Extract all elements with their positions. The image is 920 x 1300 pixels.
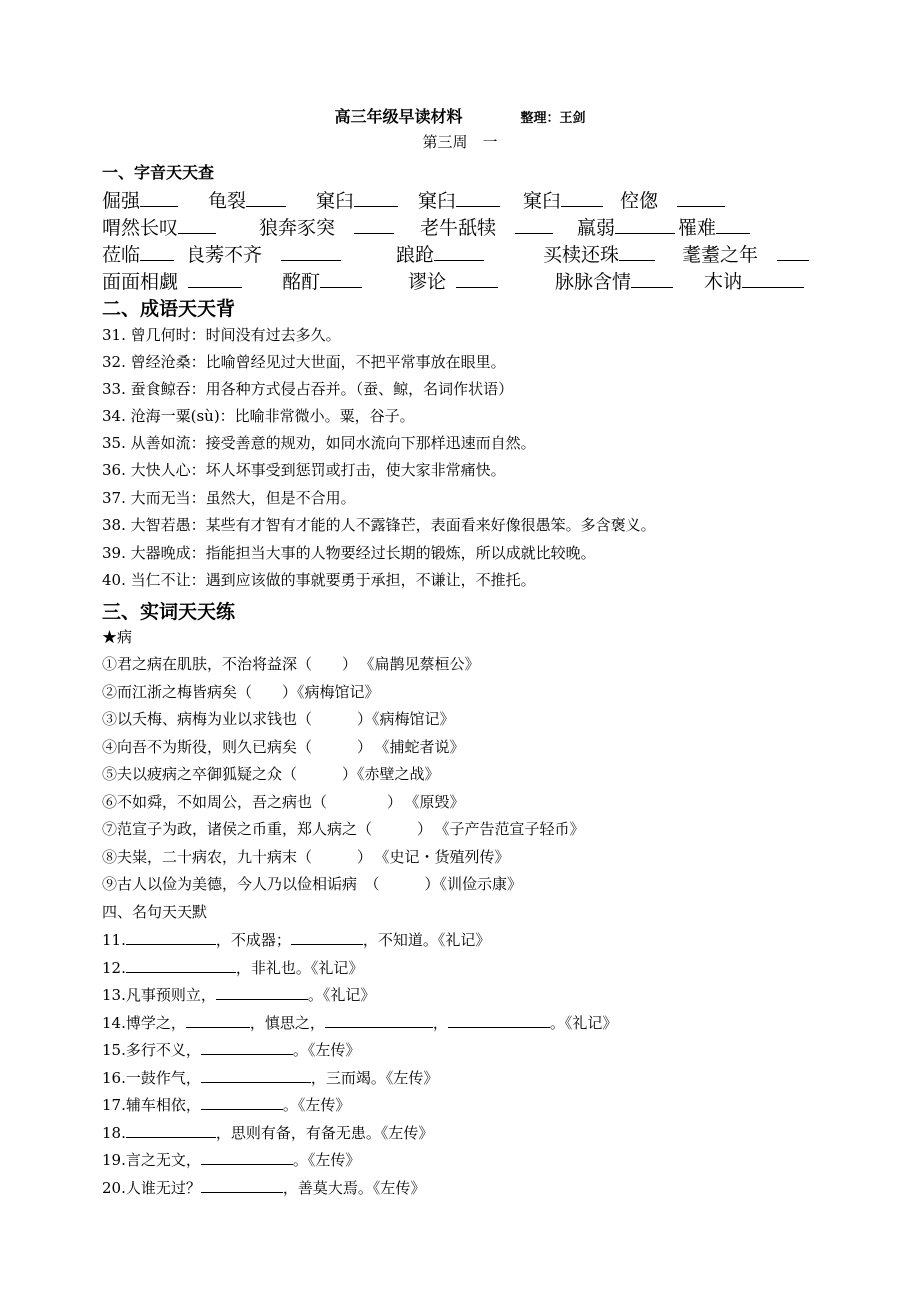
pronunciation-item: 木讷 <box>704 267 804 294</box>
week-label: 第三周 一 <box>422 133 498 151</box>
pronunciation-item: 窠臼 <box>418 186 500 213</box>
quote-line: 15.多行不义， 。《左传》 <box>102 1041 361 1059</box>
word-exercise-line: ①君之病在肌肤，不治将益深（ ） 《扁鹊见蔡桓公》 <box>102 655 480 673</box>
keyword-label: ★病 <box>102 628 133 646</box>
document-title-line <box>0 104 920 127</box>
section-heading-words: 三、实词天天练 <box>102 601 236 623</box>
pronunciation-row <box>102 267 822 293</box>
quote-line: 14.博学之， ，慎思之， ， 。《礼记》 <box>102 1014 618 1032</box>
word-exercise-line: ⑦范宣子为政，诸侯之币重，郑人病之（ ） 《子产告范宣子轻币》 <box>102 820 585 838</box>
word-exercise-line: ⑥不如舜，不如周公，吾之病也（ ） 《原毁》 <box>102 793 465 811</box>
pronunciation-item: 狼奔豕突 <box>259 213 394 240</box>
pronunciation-row <box>102 213 822 239</box>
pronunciation-item: 面面相觑 <box>102 267 242 294</box>
pronunciation-item: 谬论 <box>408 267 498 294</box>
word-exercise-line: ⑤夫以疲病之卒御狐疑之众（ ）《赤壁之战》 <box>102 765 440 783</box>
quote-line: 19.言之无文， 。《左传》 <box>102 1151 361 1169</box>
section-heading-quotes: 四、名句天天默 <box>102 903 208 921</box>
quote-line: 13.凡事预则立， 。《礼记》 <box>102 986 376 1004</box>
document-title: 高三年级早读材料 <box>334 107 463 126</box>
section-heading-idioms: 二、成语天天背 <box>102 298 236 320</box>
pronunciation-item: 窠臼 <box>316 186 398 213</box>
pronunciation-item: 倔强 <box>102 186 178 213</box>
pronunciation-item: 脉脉含情 <box>555 267 673 294</box>
pronunciation-item: 酩酊 <box>282 267 362 294</box>
idiom-line: 36. 大快人心：坏人坏事受到惩罚或打击，使大家非常痛快。 <box>102 461 506 479</box>
pronunciation-row <box>102 186 822 212</box>
idiom-line: 35. 从善如流：接受善意的规劝，如同水流向下那样迅速而自然。 <box>102 434 536 452</box>
pronunciation-item: 窠臼 <box>523 186 603 213</box>
pronunciation-item: 买椟还珠 <box>543 240 655 267</box>
pronunciation-row <box>102 240 822 266</box>
pronunciation-item: 良莠不齐 <box>186 240 341 267</box>
pronunciation-item: 羸弱 <box>577 213 675 240</box>
compiler-credit: 整理：王剑 <box>520 111 586 126</box>
pronunciation-item: 龟裂 <box>208 186 286 213</box>
word-exercise-line: ②而江浙之梅皆病矣（ ）《病梅馆记》 <box>102 683 380 701</box>
word-exercise-line: ⑧夫粜，二十病农，九十病末（ ） 《史记・货殖列传》 <box>102 848 510 866</box>
quote-line: 20.人谁无过？ ，善莫大焉。《左传》 <box>102 1179 426 1197</box>
word-exercise-line: ③以夭梅、病梅为业以求钱也（ ）《病梅馆记》 <box>102 710 455 728</box>
quote-line: 12. ，非礼也。《礼记》 <box>102 959 364 977</box>
idiom-line: 40. 当仁不让：遇到应该做的事就要勇于承担，不谦让，不推托。 <box>102 571 536 589</box>
pronunciation-item: 倥偬 <box>620 186 725 213</box>
idiom-line: 37. 大而无当：虽然大，但是不合用。 <box>102 489 356 507</box>
section-heading-pronunciation: 一、字音天天查 <box>102 163 215 182</box>
idiom-line: 34. 沧海一粟(sù)：比喻非常微小。粟，谷子。 <box>102 407 415 425</box>
pronunciation-item: 老牛舐犊 <box>420 213 553 240</box>
idiom-line: 39. 大器晚成：指能担当大事的人物要经过长期的锻炼，所以成就比较晚。 <box>102 544 596 562</box>
idiom-line: 33. 蚕食鲸吞：用各种方式侵占吞并。（蚕、鲸，名词作状语） <box>102 380 514 398</box>
quote-line: 17.辅车相依， 。《左传》 <box>102 1096 351 1114</box>
idiom-line: 38. 大智若愚：某些有才智有才能的人不露锋芒，表面看来好像很愚笨。多含褒义。 <box>102 516 656 534</box>
quote-line: 18. ，思则有备，有备无患。《左传》 <box>102 1124 434 1142</box>
word-exercise-line: ④向吾不为斯役，则久已病矣（ ） 《捕蛇者说》 <box>102 738 465 756</box>
pronunciation-item: 喟然长叹 <box>102 213 216 240</box>
pronunciation-item: 罹难 <box>678 213 750 240</box>
pronunciation-item: 耄耋之年 <box>682 240 809 267</box>
quote-line: 11. ，不成器； ，不知道。《礼记》 <box>102 931 491 949</box>
quote-line: 16.一鼓作气， ，三而竭。《左传》 <box>102 1069 439 1087</box>
idiom-line: 31. 曾几何时：时间没有过去多久。 <box>102 326 341 344</box>
word-exercise-line: ⑨古人以俭为美德，今人乃以俭相诟病 （ ）《训俭示康》 <box>102 875 523 893</box>
idiom-line: 32. 曾经沧桑：比喻曾经见过大世面，不把平常事放在眼里。 <box>102 353 506 371</box>
pronunciation-item: 踉跄 <box>396 240 484 267</box>
pronunciation-item: 莅临 <box>102 240 174 267</box>
